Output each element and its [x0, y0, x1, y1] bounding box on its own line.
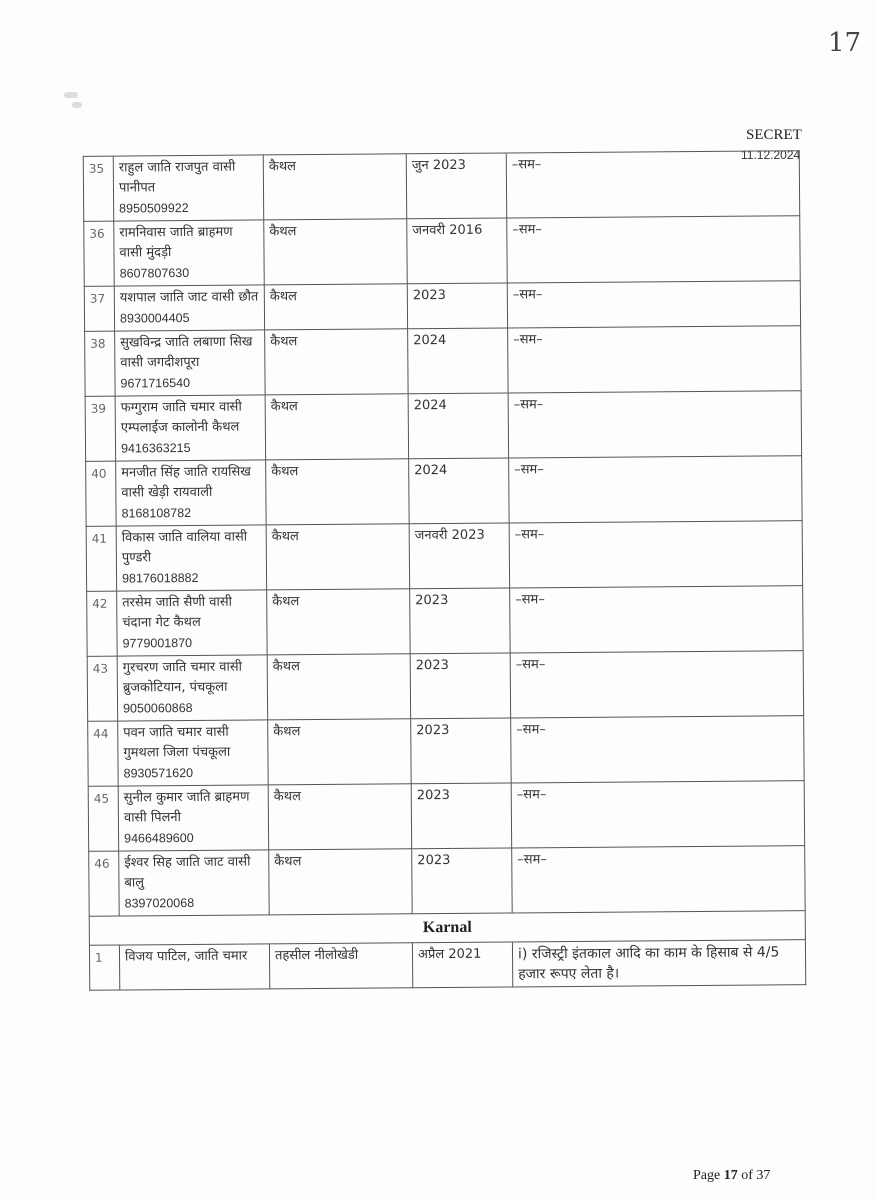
- year-cell: 2024: [409, 458, 510, 524]
- remarks-cell: –सम–: [510, 651, 804, 718]
- year-cell: 2024: [408, 328, 509, 394]
- district-cell: कैथल: [266, 524, 410, 590]
- table-row: [86, 456, 802, 527]
- year-cell: 2024: [408, 393, 509, 459]
- year-cell: 2023: [412, 848, 513, 914]
- year-cell: अप्रैल 2021: [412, 942, 512, 988]
- phone-number: 8397020068: [124, 895, 195, 911]
- phone-number: 8607807630: [119, 265, 190, 281]
- phone-number: 98176018882: [121, 570, 199, 586]
- remarks-cell: –सम–: [508, 391, 802, 458]
- district-cell: कैथल: [268, 719, 412, 785]
- person-details: [116, 460, 267, 526]
- year-cell: जुन 2023: [406, 153, 507, 219]
- serial-number: 42: [87, 591, 118, 656]
- page-footer: [693, 1168, 770, 1184]
- person-name: रामनिवास जाति ब्राहमण वासी मुंदड़ी: [119, 224, 233, 261]
- person-details: [119, 944, 269, 990]
- classification-label: SECRET: [746, 127, 802, 143]
- serial-number: 39: [85, 396, 116, 461]
- person-details: [114, 285, 264, 331]
- district-cell: तहसील नीलोखेडी: [269, 943, 412, 989]
- table-row: [88, 716, 804, 787]
- person-name: गुरचरण जाति चमार वासी ब्रुजकोटियान, पंचकूला: [122, 659, 243, 696]
- table-row: [89, 846, 805, 917]
- serial-number: 1: [89, 945, 119, 990]
- district-cell: कैथल: [269, 849, 413, 915]
- table-row: [89, 940, 805, 991]
- phone-number: 8930571620: [123, 765, 194, 781]
- person-name: मनजीत सिंह जाति रायसिख वासी खेड़ी रायवाली: [121, 464, 251, 501]
- person-details: [114, 220, 265, 286]
- person-name: फग्गुराम जाति चमार वासी एम्पलाईज कालोनी कैथल: [120, 399, 242, 436]
- serial-number: 43: [87, 656, 118, 721]
- district-cell: कैथल: [264, 284, 407, 330]
- remarks-cell: –सम–: [506, 151, 800, 218]
- person-details: [119, 850, 270, 916]
- section-title: Karnal: [89, 911, 805, 946]
- serial-number: 37: [84, 286, 114, 331]
- district-cell: कैथल: [267, 654, 411, 720]
- year-cell: जनवरी 2023: [409, 523, 510, 589]
- remarks-cell: –सम–: [509, 521, 803, 588]
- serial-number: 40: [86, 461, 117, 526]
- phone-number: 9779001870: [122, 635, 193, 651]
- table-row: [87, 586, 803, 657]
- year-cell: 2023: [410, 653, 511, 719]
- year-cell: 2023: [407, 283, 507, 329]
- person-name: सुखविन्द्र जाति लबाणा सिख वासी जगदीशपूरा: [120, 334, 253, 371]
- phone-number: 8168108782: [121, 505, 192, 521]
- serial-number: 36: [84, 221, 115, 286]
- serial-number: 46: [89, 851, 120, 916]
- serial-number: 38: [85, 331, 116, 396]
- district-cell: कैथल: [268, 784, 412, 850]
- scan-smudge: [72, 102, 82, 108]
- person-details: [115, 330, 266, 396]
- person-name: सुनील कुमार जाति ब्राहमण वासी पिलनी: [123, 789, 250, 826]
- year-cell: 2023: [411, 718, 512, 784]
- phone-number: 9466489600: [124, 830, 194, 846]
- person-name: यशपाल जाति जाट वासी छौत: [119, 289, 259, 306]
- page-total: 37: [756, 1168, 771, 1183]
- district-cell: कैथल: [265, 329, 409, 395]
- serial-number: 44: [88, 721, 119, 786]
- handwritten-page-number: 17: [828, 28, 862, 58]
- district-cell: कैथल: [264, 219, 408, 285]
- table-row: [84, 281, 800, 332]
- table-row: [87, 651, 803, 722]
- person-details: [117, 655, 268, 721]
- person-name: तरसेम जाति सैणी वासी चंदाना गेट कैथल: [122, 594, 233, 631]
- remarks-cell: i) रजिस्ट्री इंतकाल आदि का काम के हिसाब से 4/5 हजार रूपए लेता है।: [512, 940, 805, 987]
- person-name: राहुल जाति राजपुत वासी पानीपत: [118, 159, 236, 196]
- serial-number: 35: [83, 156, 114, 221]
- page-prefix: Page: [693, 1168, 721, 1183]
- person-details: [116, 525, 267, 591]
- person-details: [115, 395, 266, 461]
- person-details: [113, 155, 264, 221]
- phone-number: 8950509922: [119, 200, 189, 216]
- year-cell: जनवरी 2016: [407, 218, 508, 284]
- page-current: 17: [723, 1168, 738, 1183]
- district-cell: कैथल: [263, 154, 407, 220]
- person-details: [117, 590, 268, 656]
- remarks-cell: –सम–: [511, 716, 805, 783]
- remarks-cell: –सम–: [512, 846, 806, 913]
- page-of: of: [741, 1168, 753, 1183]
- remarks-cell: –सम–: [508, 326, 802, 393]
- remarks-cell: –सम–: [511, 781, 805, 848]
- person-details: [118, 785, 269, 851]
- district-cell: कैथल: [266, 459, 410, 525]
- serial-number: 45: [88, 786, 119, 851]
- year-cell: 2023: [411, 783, 512, 849]
- document-date: 11.12.2024: [741, 148, 801, 162]
- person-name: ईश्वर सिह जाति जाट वासी बालु: [124, 854, 251, 891]
- table-row: [85, 391, 801, 462]
- phone-number: 8930004405: [119, 310, 190, 326]
- scan-smudge: [64, 92, 78, 98]
- person-details: [118, 720, 269, 786]
- district-cell: कैथल: [267, 589, 411, 655]
- person-name: विजय पाटिल, जाति चमार: [124, 948, 248, 965]
- records-table: [83, 150, 807, 991]
- remarks-cell: –सम–: [509, 456, 803, 523]
- table-row: [83, 151, 799, 222]
- table-row: [85, 326, 801, 397]
- table-row: [88, 781, 804, 852]
- table-row: [84, 216, 800, 287]
- phone-number: 9671716540: [120, 375, 191, 391]
- phone-number: 9050060868: [123, 700, 193, 716]
- district-cell: कैथल: [265, 394, 409, 460]
- remarks-cell: –सम–: [507, 281, 800, 328]
- year-cell: 2023: [410, 588, 511, 654]
- table-row: [86, 521, 802, 592]
- person-name: विकास जाति वालिया वासी पुण्डरी: [121, 529, 248, 566]
- person-name: पवन जाति चमार वासी गुमथला जिला पंचकूला: [123, 724, 231, 761]
- serial-number: 41: [86, 526, 117, 591]
- remarks-cell: –सम–: [510, 586, 804, 653]
- phone-number: 9416363215: [120, 440, 191, 456]
- remarks-cell: –सम–: [507, 216, 801, 283]
